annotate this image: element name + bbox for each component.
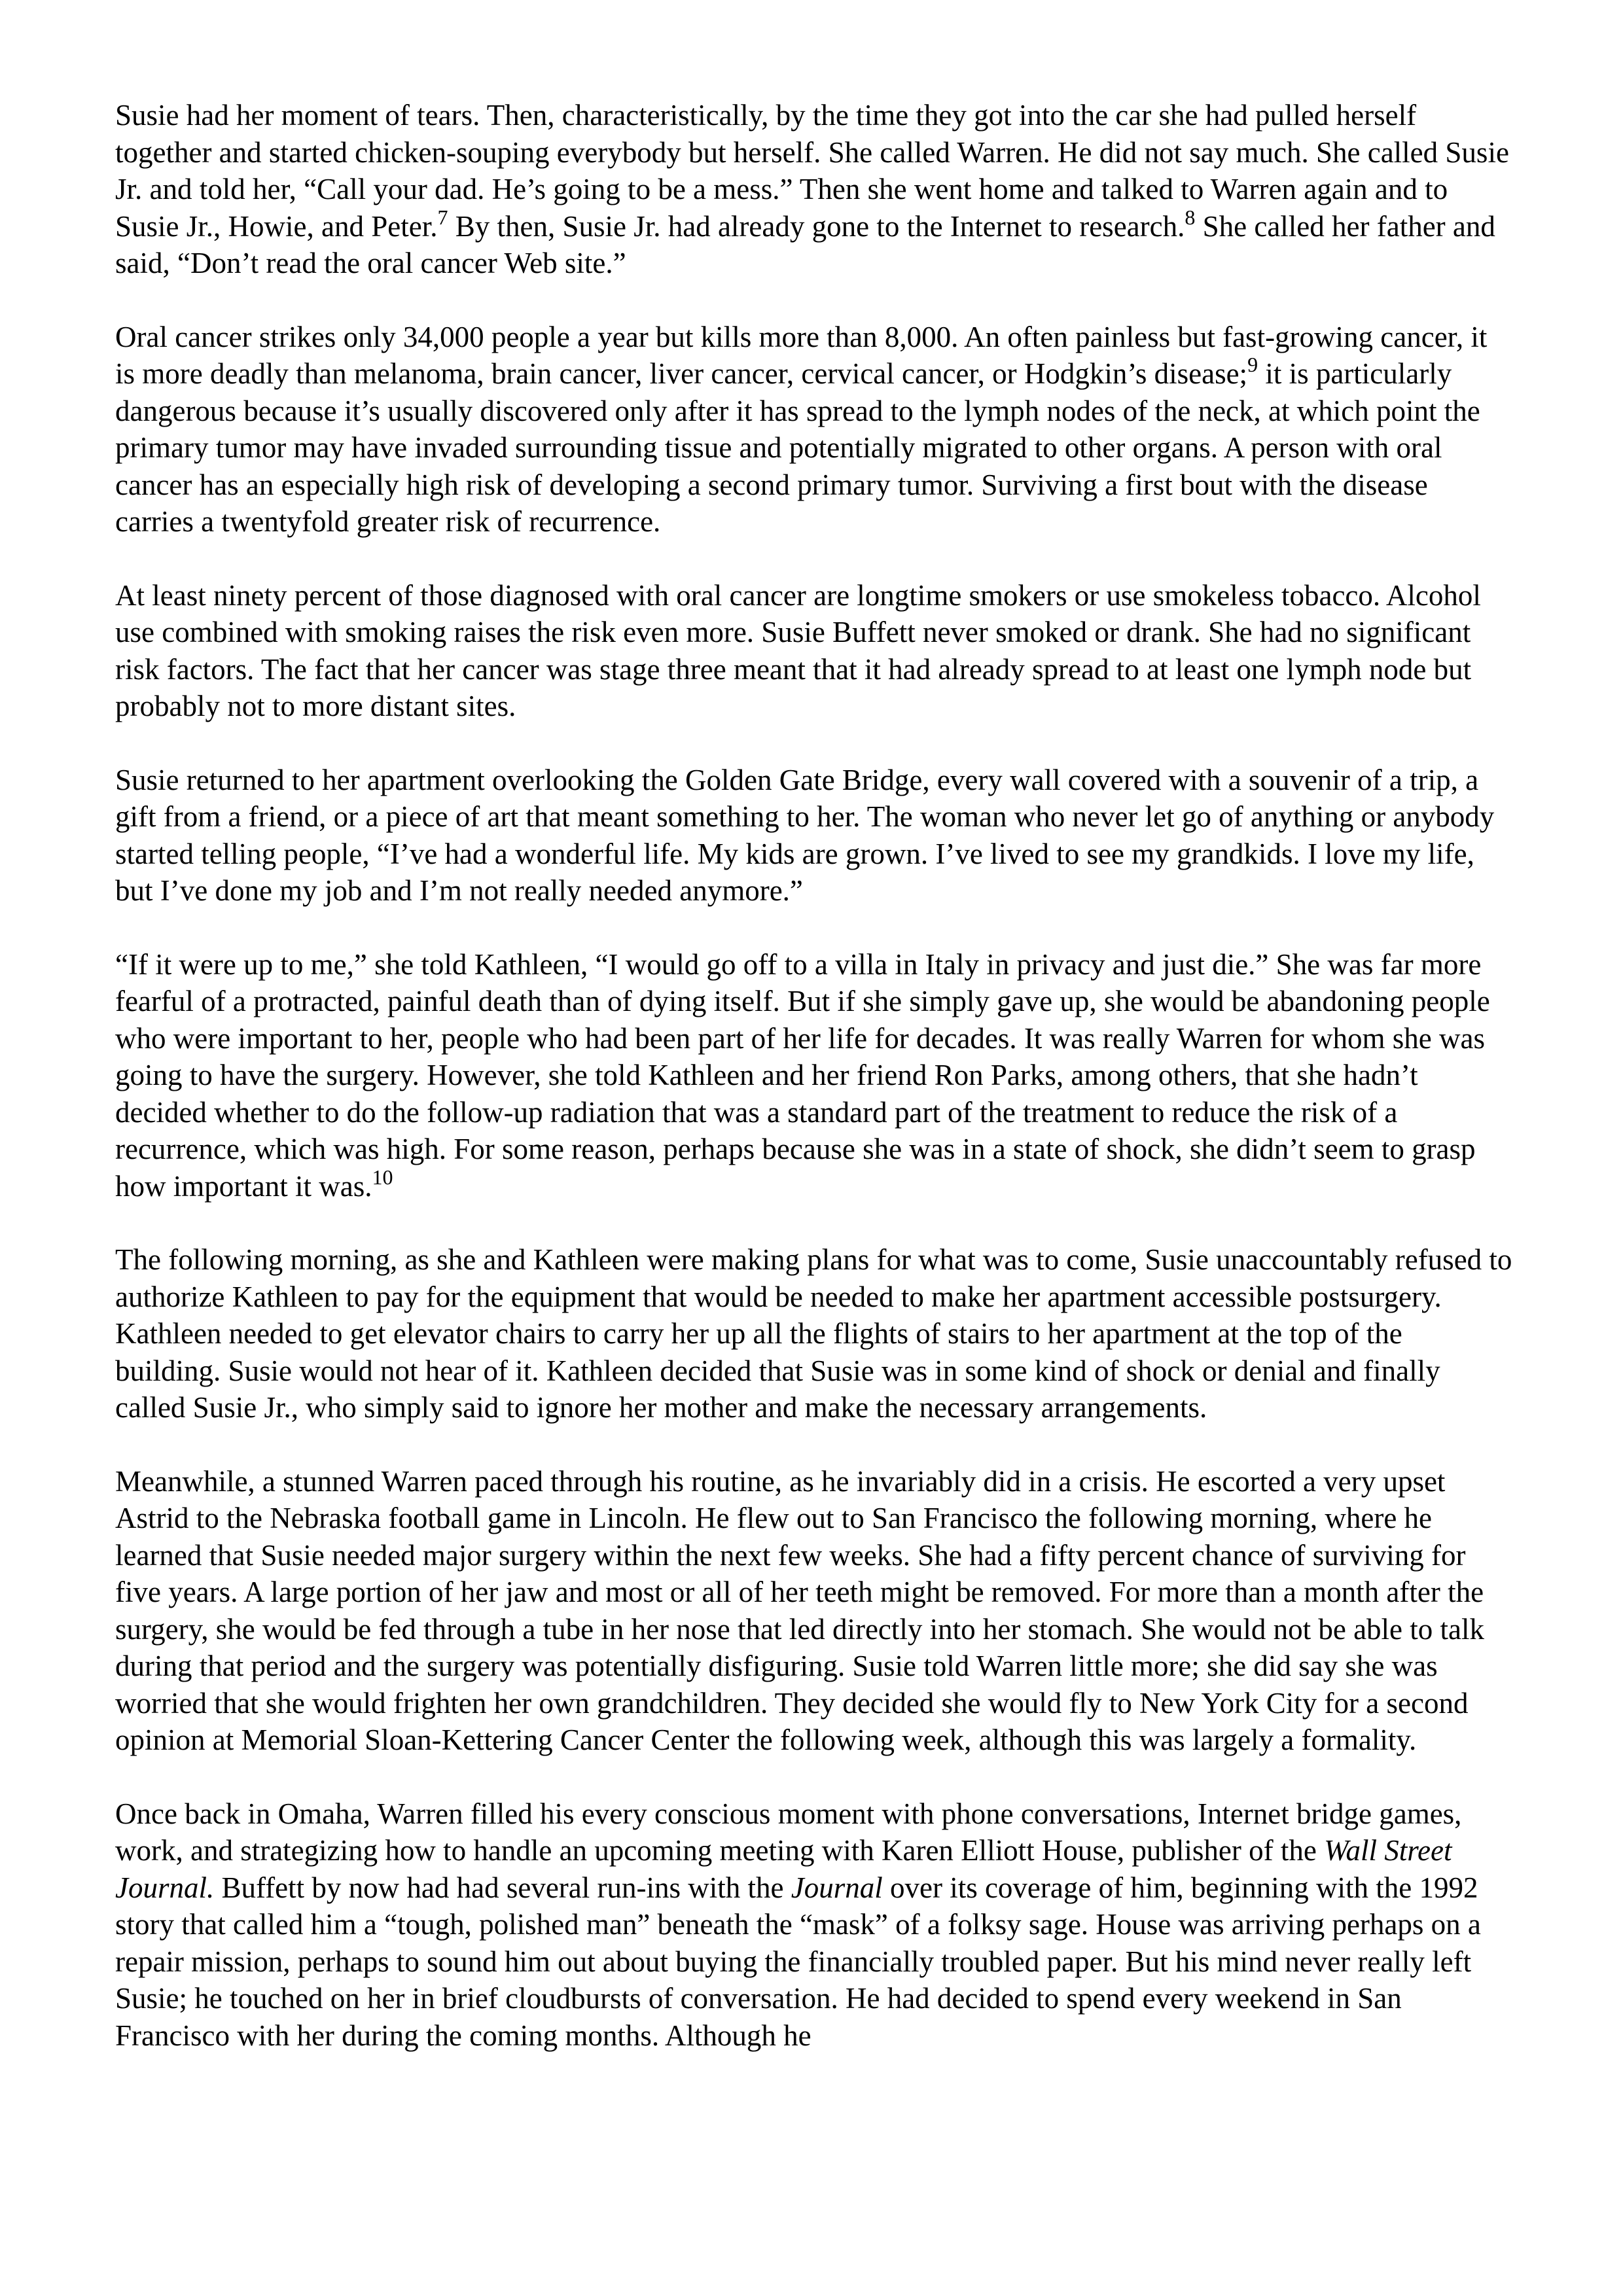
text-run: Susie had her moment of tears. Then, characteristically, by the time they got into the car she had pulled herself together and started chicken-souping everybody but herself. She called Warren. He did not say much. She called Susie Jr. and told her, “Call your dad. He’s going to be a mess.” Then she went home and talked to Warren again and to Susie Jr., Howie, and Peter. [115,99,1509,243]
text-run: Buffett by now had had several run-ins with the [214,1871,791,1904]
italic-title: Journal [791,1871,883,1904]
italic-title: Wall Street Journal. [115,1834,1452,1904]
body-paragraph [115,577,1513,725]
body-paragraph [115,946,1513,1205]
text-run: She called her father and said, “Don’t read the oral cancer Web site.” [115,209,1495,279]
footnote-marker: 8 [1185,205,1196,229]
footnote-marker: 9 [1247,353,1258,376]
body-paragraph [115,97,1513,282]
text-run: it is particularly dangerous because it’s usually discovered only after it has spread to the lymph nodes of the neck, at which point the primary tumor may have invaded surrounding tissue and potentially migrated to other organs. A person with oral cancer has an especially high risk of developing a second primary tumor. Surviving a first bout with the disease carries a twentyfold greater risk of recurrence. [115,357,1480,538]
document-page [115,97,1513,2091]
body-paragraph [115,1795,1513,2055]
text-run: Oral cancer strikes only 34,000 people a year but kills more than 8,000. An often painless but fast-growing cancer, it is more deadly than melanoma, brain cancer, liver cancer, cervical cancer, or Hodgkin’s disease; [115,320,1488,390]
text-run: Susie returned to her apartment overlooking the Golden Gate Bridge, every wall covered with a souvenir of a trip, a gift from a friend, or a piece of art that meant something to her. The woman who never let go of anything or anybody started telling people, “I’ve had a wonderful life. My kids are grown. I’ve lived to see my grandkids. I love my life, but I’ve done my job and I’m not really needed anymore.” [115,763,1495,907]
text-run: “If it were up to me,” she told Kathleen, “I would go off to a villa in Italy in privacy and just die.” She was far more fearful of a protracted, painful death than of dying itself. But if she simply gave up, she would be abandoning people who were important to her, people who had been part of her life for decades. It was really Warren for whom she was going to have the surgery. However, she told Kathleen and her friend Ron Parks, among others, that she hadn’t decided whether to do the follow-up radiation that was a standard part of the treatment to reduce the risk of a recurrence, which was high. For some reason, perhaps because she was in a state of shock, she didn’t seem to grasp how important it was. [115,947,1490,1203]
text-run: Once back in Omaha, Warren filled his every conscious moment with phone conversations, Internet bridge games, work, and strategizing how to handle an upcoming meeting with Karen Elliott House, publisher of the [115,1797,1462,1867]
text-run: At least ninety percent of those diagnosed with oral cancer are longtime smokers or use smokeless tobacco. Alcohol use combined with smoking raises the risk even more. Susie Buffett never smoked or drank. She had no significant risk factors. The fact that her cancer was stage three meant that it had already spread to at least one lymph node but probably not to more distant sites. [115,578,1481,722]
body-paragraph [115,319,1513,540]
text-run: over its coverage of him, beginning with the 1992 story that called him a “tough, polished man” beneath the “mask” of a folksy sage. House was arriving perhaps on a repair mission, perhaps to sound him out about buying the financially troubled paper. But his mind never really left Susie; he touched on her in brief cloudbursts of conversation. He had decided to spend every weekend in San Francisco with her during the coming months. Although he [115,1871,1481,2052]
body-paragraph [115,1241,1513,1426]
footnote-marker: 10 [372,1165,393,1189]
body-paragraph [115,1463,1513,1759]
text-run: The following morning, as she and Kathleen were making plans for what was to come, Susie unaccountably refused to authorize Kathleen to pay for the equipment that would be needed to make her apartment accessible postsurgery. Kathleen needed to get elevator chairs to carry her up all the flights of stairs to her apartment at the top of the building. Susie would not hear of it. Kathleen decided that Susie was in some kind of shock or denial and finally called Susie Jr., who simply said to ignore her mother and make the necessary arrangements. [115,1243,1512,1424]
footnote-marker: 7 [437,205,448,229]
text-run: Meanwhile, a stunned Warren paced through his routine, as he invariably did in a crisis. He escorted a very upset Astrid to the Nebraska football game in Lincoln. He flew out to San Francisco the following morning, where he learned that Susie needed major surgery within the next few weeks. She had a fifty percent chance of surviving for five years. A large portion of her jaw and most or all of her teeth might be removed. For more than a month after the surgery, she would be fed through a tube in her nose that led directly into her stomach. She would not be able to talk during that period and the surgery was potentially disfiguring. Susie told Warren little more; she did say she was worried that she would frighten her own grandchildren. They decided she would fly to New York City for a second opinion at Memorial Sloan-Kettering Cancer Center the following week, although this was largely a formality. [115,1464,1484,1756]
text-run: By then, Susie Jr. had already gone to the Internet to research. [448,209,1185,243]
body-paragraph [115,762,1513,910]
